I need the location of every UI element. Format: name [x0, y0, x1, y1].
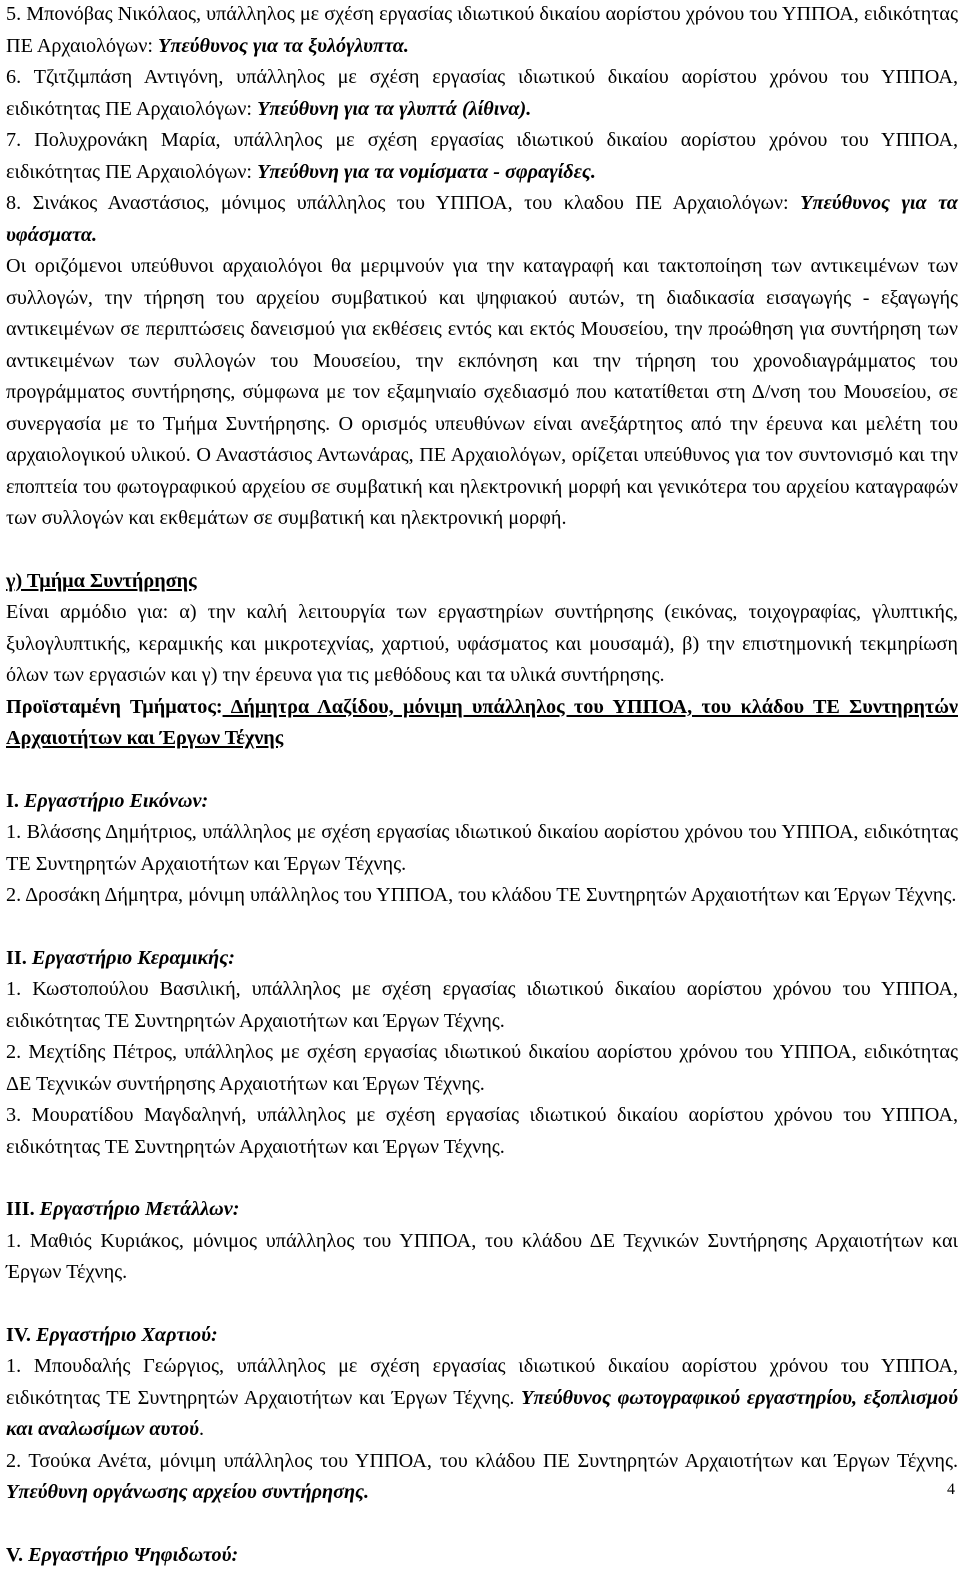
staff-role: Υπεύθυνος για τα ξυλόγλυπτα.	[158, 35, 409, 57]
staff-role-tail: .	[199, 1418, 204, 1440]
lab-staff-entry	[6, 1351, 958, 1446]
lab-title: Εργαστήριο Κεραμικής:	[27, 947, 235, 969]
staff-role: Υπεύθυνη οργάνωσης αρχείου συντήρησης.	[6, 1481, 369, 1503]
staff-entry-text: 7. Πολυχρονάκη Μαρία, υπάλληλος με σχέση εργασίας ιδιωτικού δικαίου αορίστου χρόνου του ΥΠΠΟΑ, ειδικότητας ΠΕ Αρχαιολόγων:	[6, 129, 958, 183]
lab-number: IV.	[6, 1324, 31, 1346]
lab-number: III.	[6, 1198, 35, 1220]
staff-role: Υπεύθυνος για τα υφάσματα.	[6, 192, 958, 246]
collections-paragraph: Οι οριζόμενοι υπεύθυνοι αρχαιολόγοι θα μεριμνούν για την καταγραφή και τακτοποίηση των αντικειμένων των συλλογών, την τήρηση του αρχείου συμβατικού και ψηφιακού αυτών, τη διαδικασία εισαγωγής - εξαγωγής αντικειμένων σε περιπτώσεις δανεισμού για εκθέσεις εντός και εκτός Μουσείου, την προώθηση για συντήρηση των αντικειμένων των συλλογών του Μουσείου, την εκπόνηση και την τήρηση του χρονοδιαγράμματος του προγράμματος συντήρησης, σύμφωνα με τον εξαμηνιαίο σχεδιασμό που κατατίθεται στη Δ/νση του Μουσείου, σε συνεργασία με το Τμήμα Συντήρησης. Ο ορισμός υπευθύνων είναι ανεξάρτητος από την έρευνα και μελέτη του αρχαιολογικού υλικού. Ο Αναστάσιος Αντωνάρας, ΠΕ Αρχαιολόγων, ορίζεται υπεύθυνος για τον συντονισμό και την εποπτεία του φωτογραφικού αρχείου σε συμβατική και ηλεκτρονική μορφή και γενικότερα του αρχείου καταγραφών των συλλογών και εκθεμάτων σε συμβατική και ηλεκτρονική μορφή.	[6, 251, 958, 535]
staff-role: Υπεύθυνος φωτογραφικού εργαστηρίου, εξοπλισμού και αναλωσίμων αυτού	[6, 1387, 958, 1441]
lab-heading-2	[6, 943, 958, 975]
section-heading-text: γ) Τμήμα Συντήρησης	[6, 570, 197, 592]
section-head-line	[6, 692, 958, 755]
staff-entry-text: 5. Μπονόβας Νικόλαος, υπάλληλος με σχέση εργασίας ιδιωτικού δικαίου αορίστου χρόνου του ΥΠΠΟΑ, ειδικότητας ΠΕ Αρχαιολόγων:	[6, 3, 958, 57]
section-description: Είναι αρμόδιο για: α) την καλή λειτουργία των εργαστηρίων συντήρησης (εικόνας, τοιχογραφίας, γλυπτικής, ξυλογλυπτικής, κεραμικής και μικροτεχνίας, χαρτιού, υφάσματος και μουσαμά), β) την επιστημονική τεκμηρίωση όλων των εργασιών και γ) την έρευνα για τις μεθόδους και τα υλικά συντήρησης.	[6, 597, 958, 692]
section-head-name: Δήμητρα Λαζίδου, μόνιμη υπάλληλος του ΥΠΠΟΑ, του κλάδου ΤΕ Συντηρητών Αρχαιοτήτων και Έργων Τέχνης	[6, 696, 958, 750]
staff-entry-8	[6, 188, 958, 251]
lab-staff-text: 2. Τσούκα Ανέτα, μόνιμη υπάλληλος του ΥΠΠΟΑ, του κλάδου ΠΕ Συντηρητών Αρχαιοτήτων και Έργων Τέχνης.	[6, 1450, 958, 1472]
staff-role: Υπεύθυνη για τα γλυπτά (λίθινα).	[257, 98, 531, 120]
staff-role: Υπεύθυνη για τα νομίσματα - σφραγίδες.	[257, 161, 596, 183]
lab-staff-entry: 1. Μαθιός Κυριάκος, μόνιμος υπάλληλος του ΥΠΠΟΑ, του κλάδου ΔΕ Τεχνικών Συντήρησης Αρχαιοτήτων και Έργων Τέχνης.	[6, 1226, 958, 1289]
staff-entry-text: 6. Τζιτζιμπάση Αντιγόνη, υπάλληλος με σχέση εργασίας ιδιωτικού δικαίου αορίστου χρόνου του ΥΠΠΟΑ, ειδικότητας ΠΕ Αρχαιολόγων:	[6, 66, 958, 120]
lab-number: I.	[6, 790, 19, 812]
staff-entry-5	[6, 0, 958, 62]
lab-staff-entry: 1. Βλάσσης Δημήτριος, υπάλληλος με σχέση εργασίας ιδιωτικού δικαίου αορίστου χρόνου του ΥΠΠΟΑ, ειδικότητας ΤΕ Συντηρητών Αρχαιοτήτων και Έργων Τέχνης.	[6, 817, 958, 880]
lab-heading-5	[6, 1540, 958, 1571]
lab-title: Εργαστήριο Εικόνων:	[19, 790, 208, 812]
lab-heading-3	[6, 1194, 958, 1226]
lab-heading-4	[6, 1320, 958, 1352]
staff-entry-6	[6, 62, 958, 125]
lab-heading-1	[6, 786, 958, 818]
lab-staff-text: 1. Μπουδαλής Γεώργιος, υπάλληλος με σχέση εργασίας ιδιωτικού δικαίου αορίστου χρόνου του ΥΠΠΟΑ, ειδικότητας ΤΕ Συντηρητών Αρχαιοτήτων και Έργων Τέχνης.	[6, 1355, 958, 1409]
document-page	[6, 0, 958, 1571]
staff-entry-7	[6, 125, 958, 188]
lab-number: V.	[6, 1544, 23, 1566]
lab-staff-entry: 3. Μουρατίδου Μαγδαληνή, υπάλληλος με σχέση εργασίας ιδιωτικού δικαίου αορίστου χρόνου του ΥΠΠΟΑ, ειδικότητας ΤΕ Συντηρητών Αρχαιοτήτων και Έργων Τέχνης.	[6, 1100, 958, 1163]
lab-number: II.	[6, 947, 27, 969]
lab-staff-entry: 2. Δροσάκη Δήμητρα, μόνιμη υπάλληλος του ΥΠΠΟΑ, του κλάδου ΤΕ Συντηρητών Αρχαιοτήτων και Έργων Τέχνης.	[6, 880, 958, 912]
lab-staff-entry: 2. Μεχτίδης Πέτρος, υπάλληλος με σχέση εργασίας ιδιωτικού δικαίου αορίστου χρόνου του ΥΠΠΟΑ, ειδικότητας ΔΕ Τεχνικών συντήρησης Αρχαιοτήτων και Έργων Τέχνης.	[6, 1037, 958, 1100]
section-heading	[6, 566, 958, 598]
lab-staff-entry	[6, 1446, 958, 1509]
lab-staff-entry: 1. Κωστοπούλου Βασιλική, υπάλληλος με σχέση εργασίας ιδιωτικού δικαίου αορίστου χρόνου του ΥΠΠΟΑ, ειδικότητας ΤΕ Συντηρητών Αρχαιοτήτων και Έργων Τέχνης.	[6, 974, 958, 1037]
staff-entry-text: 8. Σινάκος Αναστάσιος, μόνιμος υπάλληλος του ΥΠΠΟΑ, του κλαδου ΠΕ Αρχαιολόγων:	[6, 192, 800, 214]
section-head-label: Προϊσταμένη Τμήματος:	[6, 696, 223, 718]
lab-title: Εργαστήριο Ψηφιδωτού:	[23, 1544, 238, 1566]
page-number: 4	[947, 1480, 955, 1500]
lab-title: Εργαστήριο Χαρτιού:	[31, 1324, 218, 1346]
lab-title: Εργαστήριο Μετάλλων:	[35, 1198, 240, 1220]
